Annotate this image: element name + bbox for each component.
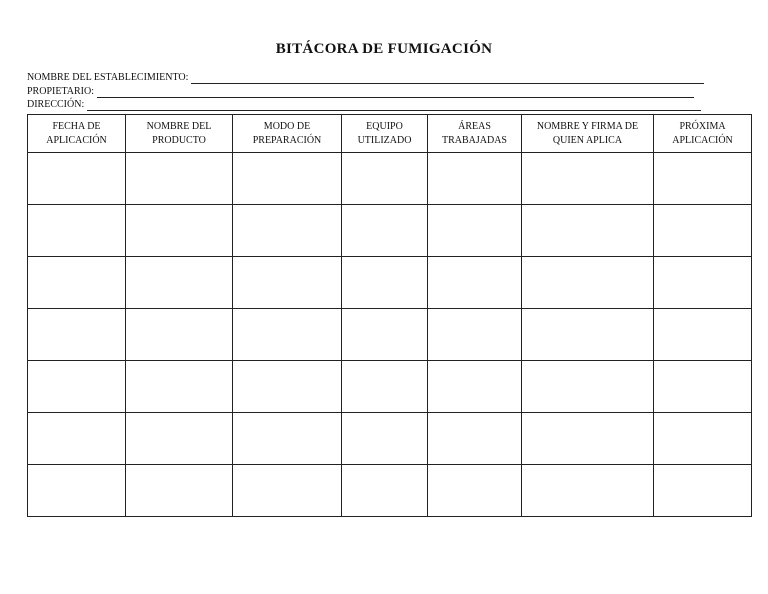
table-cell[interactable] (126, 413, 233, 465)
table-cell[interactable] (428, 153, 522, 205)
table-cell[interactable] (233, 309, 342, 361)
table-row (28, 153, 752, 205)
establishment-name-field (27, 72, 704, 84)
table-body (28, 153, 752, 517)
owner-label: PROPIETARIO: (27, 86, 94, 97)
table-cell[interactable] (233, 465, 342, 517)
table-cell[interactable] (654, 413, 752, 465)
table-cell[interactable] (342, 205, 428, 257)
table-cell[interactable] (522, 413, 654, 465)
header-nombre-producto: NOMBRE DEL PRODUCTO (126, 115, 233, 153)
table-cell[interactable] (342, 361, 428, 413)
table-row (28, 257, 752, 309)
header-equipo-utilizado: EQUIPO UTILIZADO (342, 115, 428, 153)
table-cell[interactable] (428, 361, 522, 413)
header-modo-preparacion: MODO DE PREPARACIÓN (233, 115, 342, 153)
table-cell[interactable] (28, 361, 126, 413)
table-header-row (28, 115, 752, 153)
table-cell[interactable] (28, 465, 126, 517)
address-label: DIRECCIÓN: (27, 99, 85, 110)
table-cell[interactable] (522, 257, 654, 309)
table-row (28, 205, 752, 257)
table-cell[interactable] (233, 205, 342, 257)
table-cell[interactable] (233, 153, 342, 205)
owner-field (27, 86, 694, 98)
table-cell[interactable] (126, 309, 233, 361)
header-nombre-firma: NOMBRE Y FIRMA DE QUIEN APLICA (522, 115, 654, 153)
table-cell[interactable] (28, 205, 126, 257)
table-cell[interactable] (342, 465, 428, 517)
table-cell[interactable] (654, 153, 752, 205)
establishment-name-line (191, 74, 704, 84)
table-cell[interactable] (28, 153, 126, 205)
table-cell[interactable] (126, 153, 233, 205)
table-cell[interactable] (342, 309, 428, 361)
table-cell[interactable] (28, 413, 126, 465)
table-row (28, 465, 752, 517)
table-cell[interactable] (126, 257, 233, 309)
table-cell[interactable] (428, 465, 522, 517)
table-cell[interactable] (522, 361, 654, 413)
table-row (28, 413, 752, 465)
table-cell[interactable] (654, 309, 752, 361)
table-cell[interactable] (522, 205, 654, 257)
table-cell[interactable] (28, 257, 126, 309)
table-cell[interactable] (233, 413, 342, 465)
table-cell[interactable] (428, 309, 522, 361)
table-cell[interactable] (342, 413, 428, 465)
table-cell[interactable] (522, 309, 654, 361)
table-cell[interactable] (522, 465, 654, 517)
header-proxima-aplicacion: PRÓXIMA APLICACIÓN (654, 115, 752, 153)
establishment-name-label: NOMBRE DEL ESTABLECIMIENTO: (27, 72, 189, 83)
table-cell[interactable] (522, 153, 654, 205)
table-cell[interactable] (342, 153, 428, 205)
table-row (28, 309, 752, 361)
header-fecha-aplicacion: FECHA DE APLICACIÓN (28, 115, 126, 153)
table-cell[interactable] (428, 257, 522, 309)
table-cell[interactable] (233, 257, 342, 309)
address-field (27, 99, 701, 111)
table-cell[interactable] (342, 257, 428, 309)
document-title: BITÁCORA DE FUMIGACIÓN (275, 41, 493, 57)
table-cell[interactable] (654, 257, 752, 309)
table-cell[interactable] (126, 361, 233, 413)
table-cell[interactable] (654, 361, 752, 413)
table-cell[interactable] (654, 465, 752, 517)
table-cell[interactable] (654, 205, 752, 257)
fumigation-log-table (27, 114, 752, 517)
table-cell[interactable] (428, 413, 522, 465)
table-cell[interactable] (233, 361, 342, 413)
header-areas-trabajadas: ÁREAS TRABAJADAS (428, 115, 522, 153)
address-line (87, 101, 701, 111)
table-cell[interactable] (126, 465, 233, 517)
table-cell[interactable] (126, 205, 233, 257)
table-cell[interactable] (28, 309, 126, 361)
table-cell[interactable] (428, 205, 522, 257)
table-row (28, 361, 752, 413)
owner-line (97, 88, 694, 98)
